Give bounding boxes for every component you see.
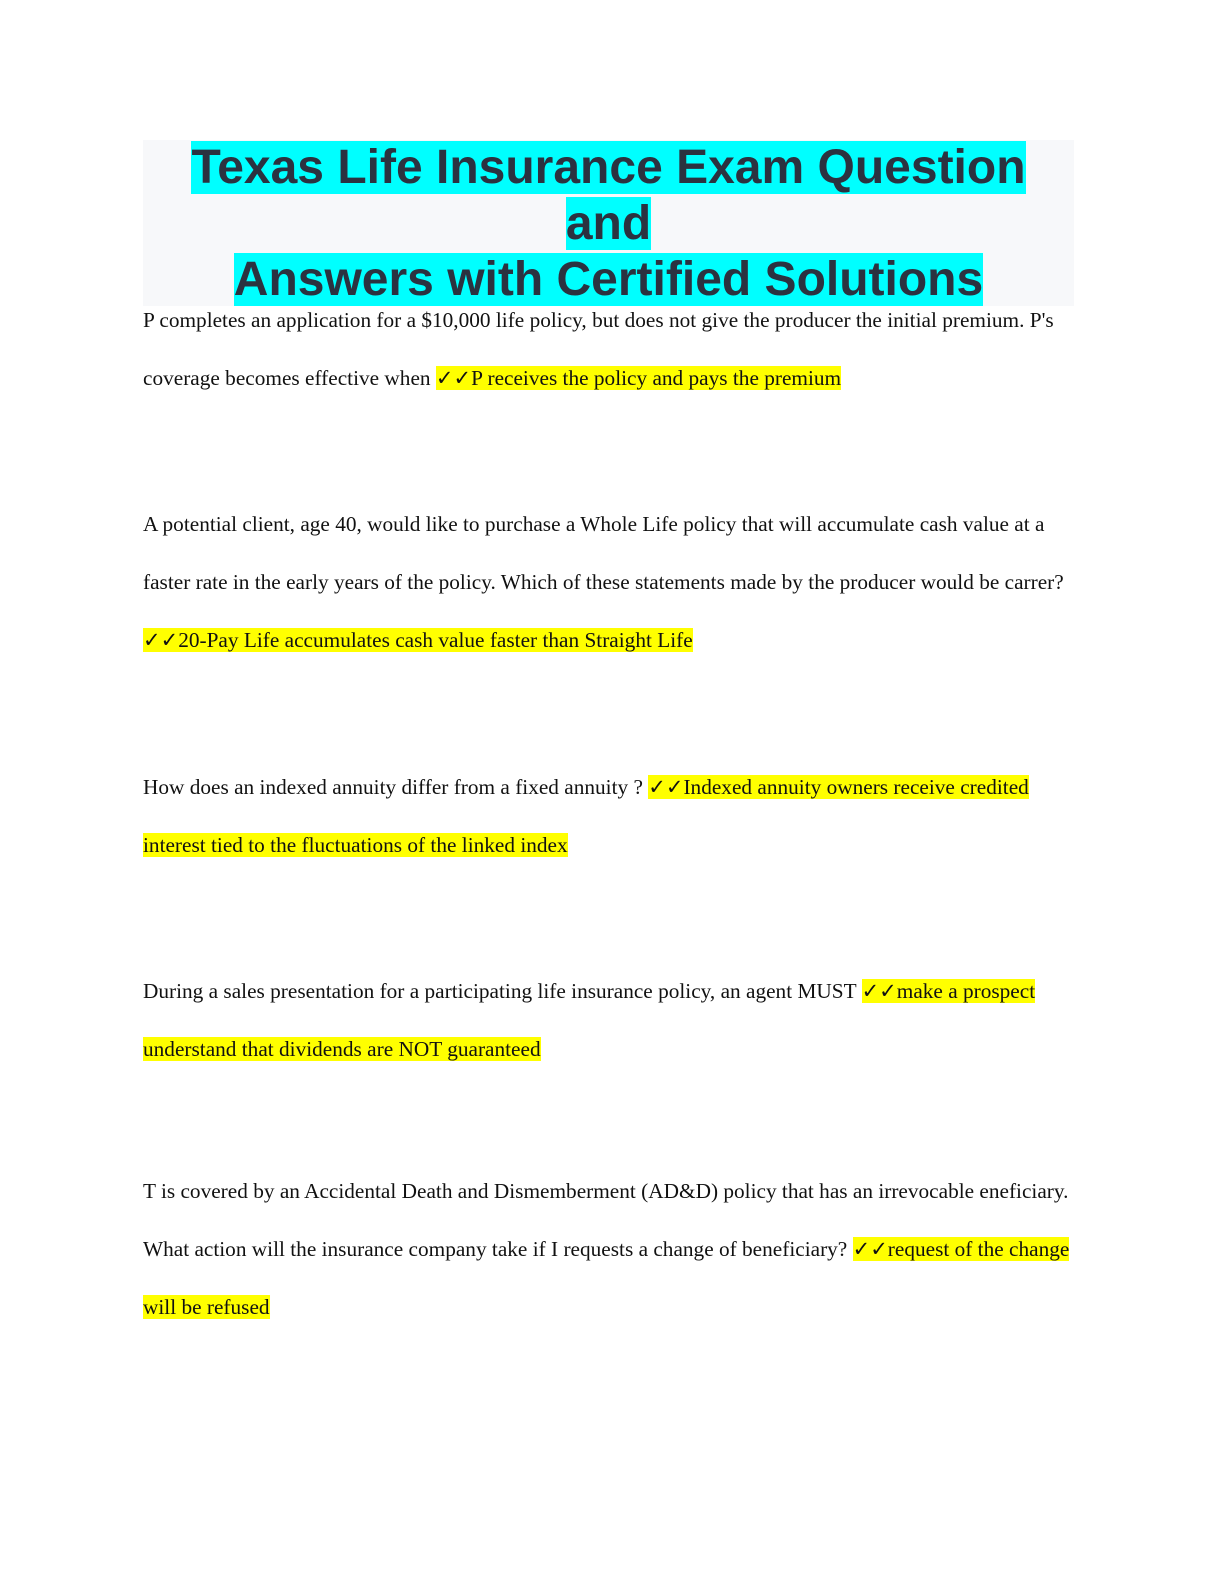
answer-text: make a prospect understand that dividends are NOT guaranteed	[143, 979, 1036, 1061]
double-check-icon: ✓✓	[435, 366, 472, 390]
answer-text: P receives the policy and pays the premium	[471, 366, 842, 390]
answer-text: Indexed annuity owners receive credited interest tied to the fluctuations of the linked index	[143, 775, 1029, 857]
double-check-icon: ✓✓	[143, 628, 179, 652]
qa-item-4	[143, 962, 1078, 1078]
document-title	[143, 140, 1074, 308]
answer-highlight	[436, 366, 841, 390]
double-check-icon: ✓✓	[648, 775, 684, 799]
answer-text: 20-Pay Life accumulates cash value faster than Straight Life	[178, 628, 693, 652]
qa-item-2	[143, 495, 1078, 669]
qa-item-3	[143, 758, 1078, 874]
answer-highlight	[143, 628, 693, 652]
question-text: A potential client, age 40, would like to purchase a Whole Life policy that will accumulate cash value at a faster rate in the early years of the policy. Which of these statements made by the producer would be carrer?	[143, 512, 1064, 594]
double-check-icon: ✓✓	[852, 1237, 888, 1261]
question-text: During a sales presentation for a participating life insurance policy, an agent MUST	[143, 979, 857, 1003]
title-line-2: Answers with Certified Solutions	[233, 253, 984, 306]
question-text: How does an indexed annuity differ from a fixed annuity ?	[143, 775, 643, 799]
title-line-1: Texas Life Insurance Exam Question and	[191, 141, 1026, 250]
double-check-icon: ✓✓	[861, 979, 897, 1003]
qa-item-5	[143, 1162, 1078, 1336]
question-text: P completes an application for a $10,000 life policy, but does not give the producer the initial premium. P's coverage becomes effective when	[143, 308, 1054, 390]
question-text: T is covered by an Accidental Death and Dismemberment (AD&D) policy that has an irrevocable eneficiary. What action will the insurance company take if I requests a change of beneficiary?	[143, 1179, 1069, 1261]
answer-text: request of the change will be refused	[143, 1237, 1070, 1319]
qa-item-1	[143, 291, 1078, 407]
title-block	[143, 140, 1074, 306]
